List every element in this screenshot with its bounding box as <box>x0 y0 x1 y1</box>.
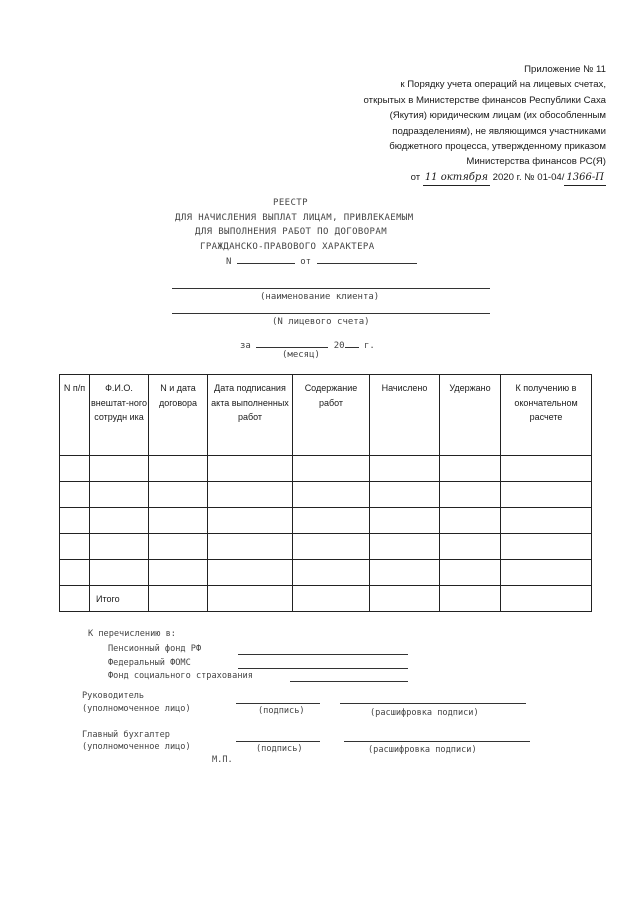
year-suffix: г. <box>363 341 375 351</box>
handwritten-date: 11 октября <box>423 170 490 186</box>
table-cell[interactable] <box>149 508 208 534</box>
client-caption: (наименование клиента) <box>260 292 380 302</box>
title-line: ДЛЯ НАЧИСЛЕНИЯ ВЫПЛАТ ЛИЦАМ, ПРИВЛЕКАЕМЫМ <box>175 212 414 223</box>
table-cell[interactable] <box>440 560 501 586</box>
table-cell[interactable] <box>149 482 208 508</box>
title-line: ДЛЯ ВЫПОЛНЕНИЯ РАБОТ ПО ДОГОВОРАМ <box>195 227 388 237</box>
table-cell[interactable] <box>440 508 501 534</box>
table-cell[interactable] <box>440 534 501 560</box>
table-row <box>60 560 592 586</box>
table-cell[interactable] <box>370 508 440 534</box>
table-cell[interactable] <box>149 534 208 560</box>
title-line: ГРАЖДАНСКО-ПРАВОВОГО ХАРАКТЕРА <box>200 241 375 252</box>
column-header: К получению в окончательном расчете <box>501 375 592 456</box>
table-cell[interactable] <box>60 560 90 586</box>
table-cell[interactable] <box>370 560 440 586</box>
month-field[interactable] <box>256 338 328 348</box>
table-cell[interactable] <box>90 560 149 586</box>
table-cell[interactable] <box>90 534 149 560</box>
appendix-line: Приложение № 11 <box>524 64 606 75</box>
table-cell[interactable] <box>90 508 149 534</box>
table-cell[interactable] <box>370 482 440 508</box>
appendix-line: Министерства финансов РС(Я) <box>466 156 606 168</box>
table-cell[interactable] <box>60 586 90 612</box>
table-cell[interactable] <box>90 482 149 508</box>
transfer-item-pension: Пенсионный фонд РФ <box>108 644 202 654</box>
appendix-line: открытых в Министерстве финансов Республики Саха <box>363 94 606 106</box>
appendix-line: к Порядку учета операций на лицевых счетах, <box>400 79 606 91</box>
table-cell[interactable] <box>208 534 293 560</box>
appendix-date-line <box>306 170 606 186</box>
table-cell[interactable] <box>501 560 592 586</box>
table-cell[interactable] <box>370 586 440 612</box>
table-cell[interactable] <box>293 586 370 612</box>
handwritten-order-number: 1366-П <box>564 170 606 186</box>
table-cell[interactable] <box>440 586 501 612</box>
number-field[interactable] <box>237 254 295 264</box>
column-header: Начислено <box>370 375 440 456</box>
table-cell[interactable] <box>501 482 592 508</box>
table-cell[interactable] <box>149 560 208 586</box>
accountant-decode-field[interactable] <box>344 741 530 742</box>
table-cell[interactable] <box>440 456 501 482</box>
table-total-row <box>60 586 592 612</box>
register-number-line <box>226 254 417 267</box>
document-title <box>175 196 495 254</box>
title-line: РЕЕСТР <box>273 198 308 208</box>
table-cell[interactable] <box>370 534 440 560</box>
table-cell[interactable] <box>370 456 440 482</box>
month-caption: (месяц) <box>282 350 320 360</box>
head-subtitle: (уполномоченное лицо) <box>82 704 191 714</box>
table-cell[interactable] <box>440 482 501 508</box>
from-label: от <box>300 257 312 267</box>
table-cell[interactable] <box>501 508 592 534</box>
table-cell[interactable] <box>60 508 90 534</box>
head-decode-caption: (расшифровка подписи) <box>370 708 479 718</box>
head-title: Руководитель <box>82 691 145 701</box>
appendix-line: подразделениям), не являющимся участниками <box>392 125 606 137</box>
table-cell[interactable] <box>208 482 293 508</box>
table-row <box>60 482 592 508</box>
column-header: N п/п <box>60 375 90 456</box>
pension-amount-field[interactable] <box>238 654 408 655</box>
table-cell[interactable] <box>60 482 90 508</box>
head-signature-field[interactable] <box>236 703 320 704</box>
accountant-decode-caption: (расшифровка подписи) <box>368 745 477 755</box>
appendix-line: бюджетного процесса, утвержденному приказом <box>389 141 606 153</box>
table-cell[interactable] <box>293 482 370 508</box>
accountant-sign-caption: (подпись) <box>256 744 303 754</box>
table-row <box>60 508 592 534</box>
account-number-field[interactable] <box>172 313 490 314</box>
accountant-title: Главный бухгалтер <box>82 730 170 740</box>
table-cell[interactable] <box>208 586 293 612</box>
head-decode-field[interactable] <box>340 703 526 704</box>
table-cell[interactable] <box>501 586 592 612</box>
year-field[interactable] <box>345 338 359 348</box>
appendix-block <box>306 62 606 186</box>
table-cell[interactable] <box>501 534 592 560</box>
table-cell[interactable] <box>293 456 370 482</box>
number-label: N <box>226 257 232 267</box>
stamp-label: М.П. <box>212 755 233 765</box>
table-cell[interactable] <box>60 456 90 482</box>
accountant-signature-field[interactable] <box>236 741 320 742</box>
table-cell[interactable] <box>208 560 293 586</box>
transfer-item-social: Фонд социального страхования <box>108 671 253 681</box>
appendix-line: (Якутия) юридическим лицам (их обособленным <box>389 110 606 122</box>
column-header: Содержание работ <box>293 375 370 456</box>
order-number-prefix: 2020 г. № 01-04/ <box>492 171 565 183</box>
accountant-subtitle: (уполномоченное лицо) <box>82 742 191 752</box>
table-cell[interactable] <box>208 456 293 482</box>
table-cell[interactable] <box>149 586 208 612</box>
table-cell[interactable] <box>293 534 370 560</box>
table-header-row <box>60 375 592 456</box>
client-name-field[interactable] <box>172 288 490 289</box>
date-prefix: от <box>410 171 421 183</box>
table-row <box>60 534 592 560</box>
table-row <box>60 456 592 482</box>
table-cell[interactable] <box>208 508 293 534</box>
table-cell[interactable] <box>501 456 592 482</box>
column-header: N и дата договора <box>149 375 208 456</box>
column-header: Ф.И.О. внештат-ного сотрудн ика <box>90 375 149 456</box>
transfer-heading: К перечислению в: <box>88 629 176 639</box>
table-cell[interactable] <box>90 456 149 482</box>
table-cell[interactable] <box>293 560 370 586</box>
table-cell[interactable] <box>293 508 370 534</box>
period-prefix: за <box>240 341 251 351</box>
total-label: Итого <box>90 586 149 612</box>
column-header: Удержано <box>440 375 501 456</box>
transfer-item-foms: Федеральный ФОМС <box>108 658 191 668</box>
head-sign-caption: (подпись) <box>258 706 305 716</box>
year-prefix: 20 <box>333 341 345 351</box>
social-amount-field[interactable] <box>290 681 408 682</box>
date-field[interactable] <box>317 254 417 264</box>
table-cell[interactable] <box>60 534 90 560</box>
register-table <box>59 374 592 612</box>
table-cell[interactable] <box>149 456 208 482</box>
foms-amount-field[interactable] <box>238 668 408 669</box>
column-header: Дата подписания акта выполненных работ <box>208 375 293 456</box>
account-caption: (N лицевого счета) <box>272 317 370 327</box>
